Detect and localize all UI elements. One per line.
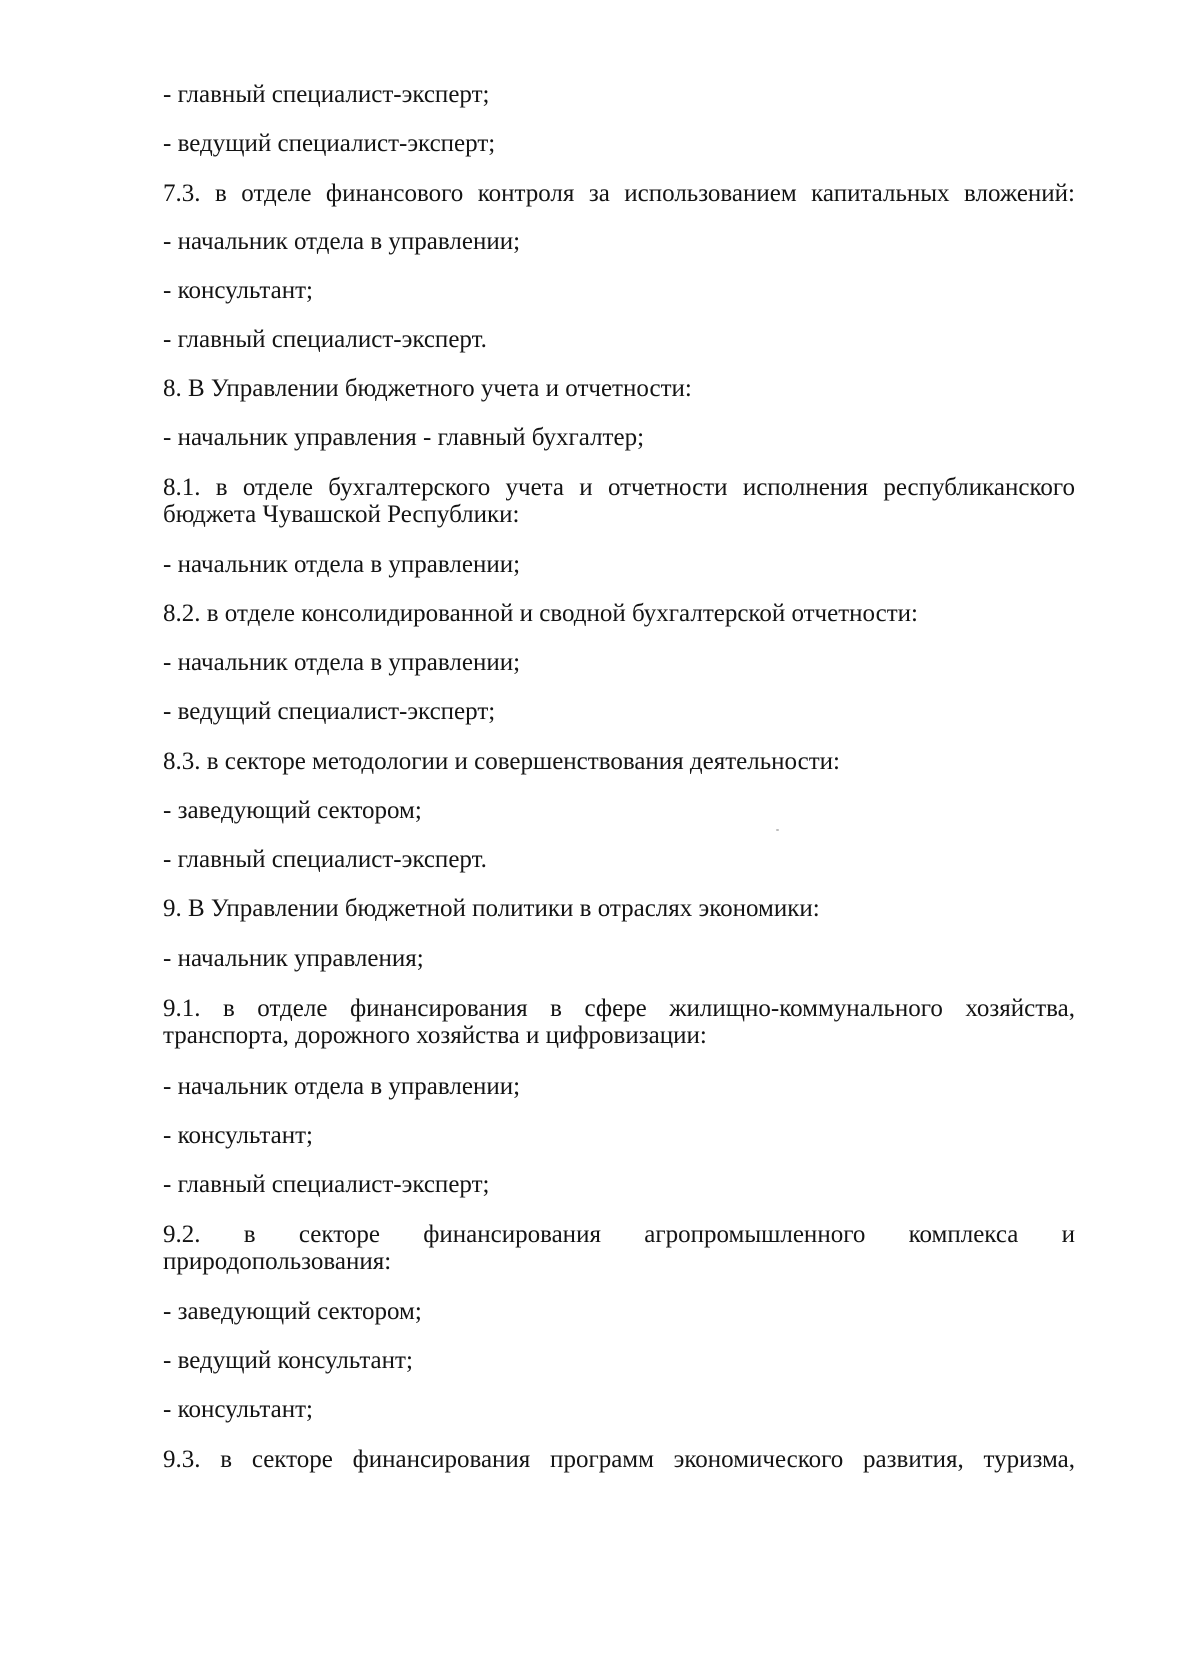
heading-line-1: 9.2. в секторе финансирования агропромышленного комплекса и [163,1221,1075,1248]
list-item: - начальник управления - главный бухгалтер; [163,424,645,451]
section-heading-9-3: 9.3. в секторе финансирования программ экономического развития, туризма, [163,1446,1075,1473]
list-item: - главный специалист-эксперт. [163,846,487,873]
list-item: - главный специалист-эксперт; [163,81,490,108]
list-item: - консультант; [163,1396,313,1423]
list-item: - начальник отдела в управлении; [163,228,521,255]
list-item: - консультант; [163,277,313,304]
list-item: - ведущий специалист-эксперт; [163,130,496,157]
section-heading-9: 9. В Управлении бюджетной политики в отраслях экономики: [163,895,820,922]
list-item: - начальник отдела в управлении; [163,551,521,578]
list-item: - начальник отдела в управлении; [163,649,521,676]
list-item: - заведующий сектором; [163,797,422,824]
scan-speck [776,829,779,831]
section-heading-8-2: 8.2. в отделе консолидированной и сводной бухгалтерской отчетности: [163,600,918,627]
section-heading-9-1 [163,995,1075,1049]
heading-line-1: 8.1. в отделе бухгалтерского учета и отчетности исполнения республиканского [163,474,1075,501]
list-item: - консультант; [163,1122,313,1149]
heading-line-2: транспорта, дорожного хозяйства и цифровизации: [163,1022,707,1049]
heading-line-1: 9.1. в отделе финансирования в сфере жилищно-коммунального хозяйства, [163,995,1075,1022]
list-item: - ведущий консультант; [163,1347,413,1374]
heading-line-2: природопользования: [163,1248,392,1275]
section-heading-8: 8. В Управлении бюджетного учета и отчетности: [163,375,692,402]
list-item: - заведующий сектором; [163,1298,422,1325]
section-heading-8-3: 8.3. в секторе методологии и совершенствования деятельности: [163,748,840,775]
list-item: - начальник управления; [163,945,424,972]
section-heading-7-3: 7.3. в отделе финансового контроля за использованием капитальных вложений: [163,180,1075,207]
section-heading-8-1 [163,474,1075,528]
section-heading-9-2 [163,1221,1075,1275]
list-item: - главный специалист-эксперт. [163,326,487,353]
list-item: - начальник отдела в управлении; [163,1073,521,1100]
list-item: - главный специалист-эксперт; [163,1171,490,1198]
list-item: - ведущий специалист-эксперт; [163,698,496,725]
heading-line-2: бюджета Чувашской Республики: [163,501,520,528]
